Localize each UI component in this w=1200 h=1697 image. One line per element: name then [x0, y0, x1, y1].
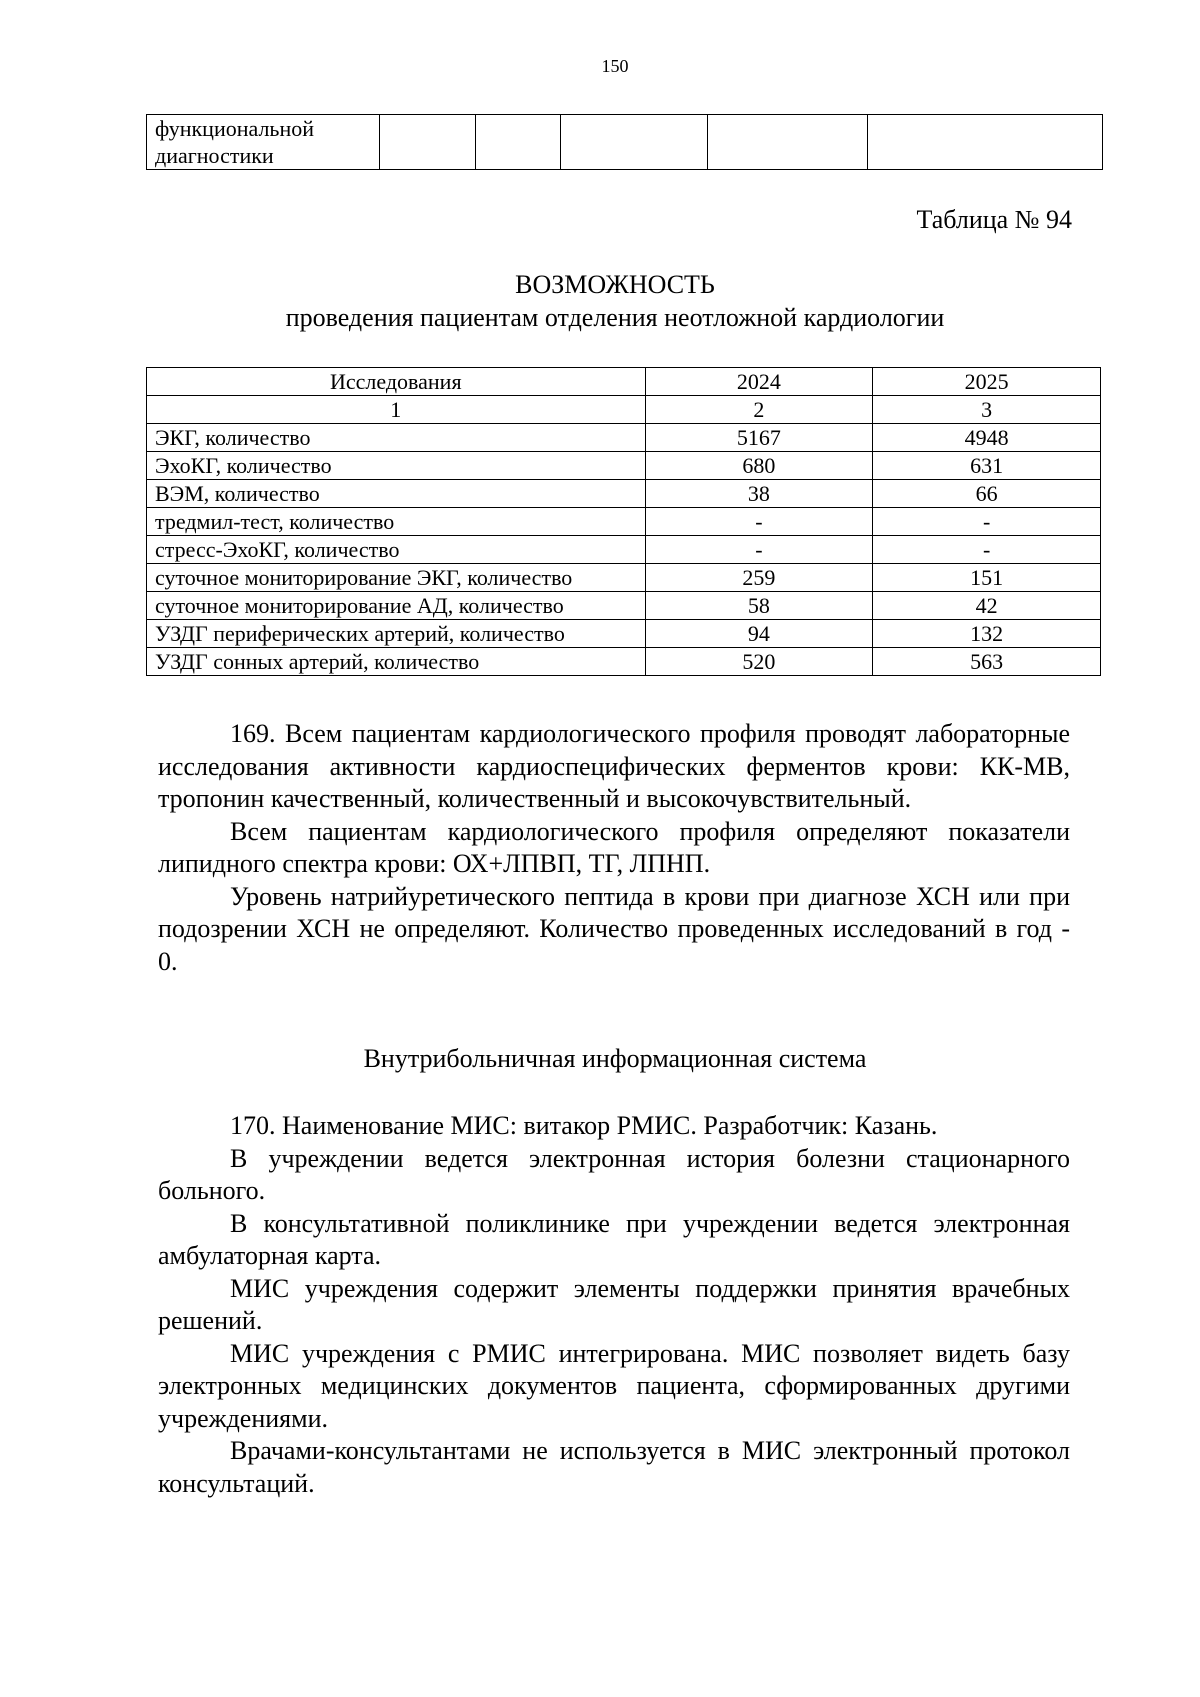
studies-table	[146, 367, 1101, 676]
table-row	[147, 480, 1101, 508]
table-row	[147, 620, 1101, 648]
value-2024-cell: 5167	[645, 424, 873, 452]
study-name-cell: УЗДГ сонных артерий, количество	[147, 648, 646, 676]
value-2025-cell: -	[873, 508, 1101, 536]
study-name-cell: суточное мониторирование ЭКГ, количество	[147, 564, 646, 592]
value-2024-cell: 520	[645, 648, 873, 676]
study-name-cell: стресс-ЭхоКГ, количество	[147, 536, 646, 564]
value-2025-cell: 66	[873, 480, 1101, 508]
value-2024-cell: 94	[645, 620, 873, 648]
value-2024-cell: 259	[645, 564, 873, 592]
value-2025-cell: -	[873, 536, 1101, 564]
table-cell	[708, 115, 868, 170]
value-2024-cell: 38	[645, 480, 873, 508]
numbering-cell: 3	[873, 396, 1101, 424]
table-header-row	[147, 368, 1101, 396]
paragraph: МИС учреждения содержит элементы поддержки принятия врачебных решений.	[158, 1273, 1070, 1335]
table-cell	[476, 115, 561, 170]
table-row	[147, 452, 1101, 480]
paragraph: В консультативной поликлинике при учреждении ведется электронная амбулаторная карта.	[158, 1208, 1070, 1270]
paragraph: Всем пациентам кардиологического профиля определяют показатели липидного спектра крови: ОХ+ЛПВП, ТГ, ЛПНП.	[158, 816, 1070, 878]
paragraph: 169. Всем пациентам кардиологического профиля проводят лабораторные исследования активности кардиоспецифических ферментов крови: КК-МВ, тропонин качественный, количественный и высокочувствительный.	[158, 719, 1070, 813]
page-number: 150	[601, 56, 629, 76]
value-2024-cell: 680	[645, 452, 873, 480]
value-2025-cell: 563	[873, 648, 1101, 676]
table-cell	[380, 115, 476, 170]
paragraph: 170. Наименование МИС: витакор РМИС. Разработчик: Казань.	[230, 1111, 938, 1140]
study-name-cell: ЭхоКГ, количество	[147, 452, 646, 480]
studies-table-body	[147, 368, 1101, 676]
table-row	[147, 648, 1101, 676]
paragraph-block-169	[158, 718, 1070, 978]
value-2024-cell: 58	[645, 592, 873, 620]
table-title: ВОЗМОЖНОСТЬ	[515, 270, 715, 299]
table-row	[147, 592, 1101, 620]
value-2025-cell: 151	[873, 564, 1101, 592]
table-row	[147, 508, 1101, 536]
header-cell: 2024	[645, 368, 873, 396]
numbering-cell: 1	[147, 396, 646, 424]
table-row	[147, 424, 1101, 452]
paragraph: В учреждении ведется электронная история болезни стационарного больного.	[158, 1143, 1070, 1205]
table-numbering-row	[147, 396, 1101, 424]
numbering-cell: 2	[645, 396, 873, 424]
value-2024-cell: -	[645, 508, 873, 536]
value-2025-cell: 4948	[873, 424, 1101, 452]
study-name-cell: тредмил-тест, количество	[147, 508, 646, 536]
table-cell	[868, 115, 1103, 170]
header-cell: 2025	[873, 368, 1101, 396]
study-name-cell: ВЭМ, количество	[147, 480, 646, 508]
value-2025-cell: 42	[873, 592, 1101, 620]
value-2024-cell: -	[645, 536, 873, 564]
table-subtitle: проведения пациентам отделения неотложной кардиологии	[285, 303, 945, 332]
table-cell: функциональной диагностики	[147, 115, 380, 170]
value-2025-cell: 132	[873, 620, 1101, 648]
header-cell: Исследования	[147, 368, 646, 396]
paragraph: МИС учреждения с РМИС интегрирована. МИС позволяет видеть базу электронных медицинских документов пациента, сформированных другими учреждениями.	[158, 1338, 1070, 1433]
study-name-cell: УЗДГ периферических артерий, количество	[147, 620, 646, 648]
paragraph: Врачами-консультантами не используется в МИС электронный протокол консультаций.	[158, 1436, 1070, 1498]
table-caption: Таблица № 94	[916, 205, 1072, 234]
table-cell	[561, 115, 708, 170]
paragraph: Уровень натрийуретического пептида в крови при диагнозе ХСН или при подозрении ХСН не определяют. Количество проведенных исследований в год - 0.	[158, 881, 1070, 976]
value-2025-cell: 631	[873, 452, 1101, 480]
table-row	[147, 115, 1103, 170]
table-row	[147, 564, 1101, 592]
study-name-cell: ЭКГ, количество	[147, 424, 646, 452]
section-heading: Внутрибольничная информационная система	[363, 1044, 867, 1073]
previous-table-continuation	[146, 114, 1103, 170]
paragraph-block-170	[158, 1110, 1070, 1500]
study-name-cell: суточное мониторирование АД, количество	[147, 592, 646, 620]
table-row	[147, 536, 1101, 564]
